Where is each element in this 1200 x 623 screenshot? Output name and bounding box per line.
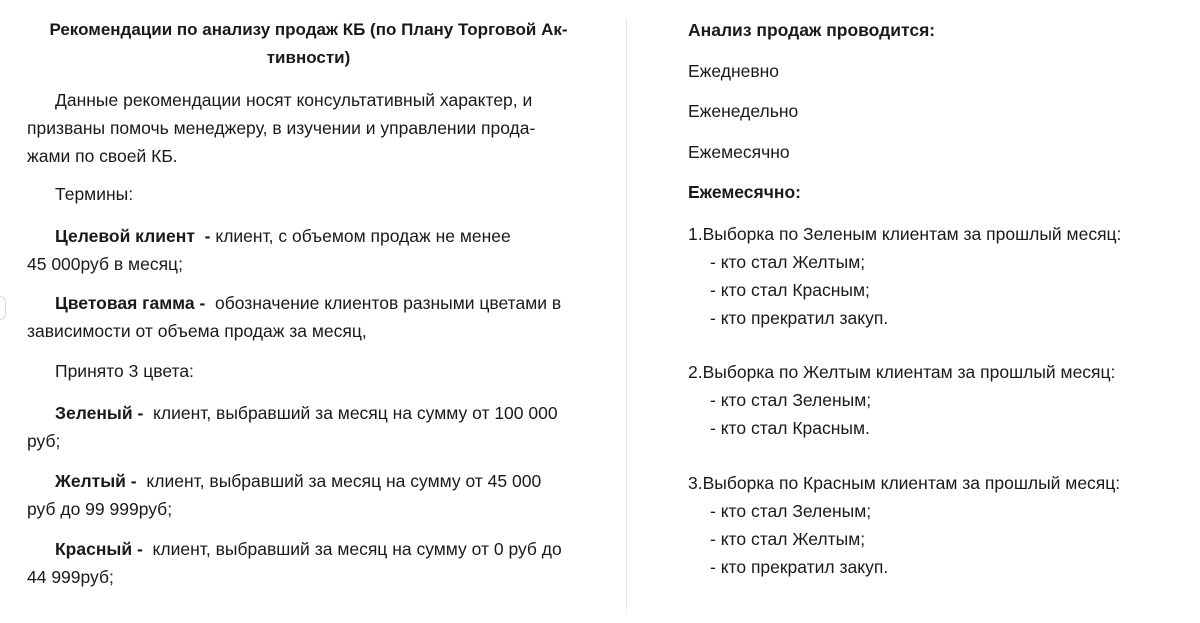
- list-item-3-sub-3: - кто прекратил закуп.: [710, 557, 889, 577]
- color-gamma-definition: обозначение клиентов разными цветами в: [215, 293, 562, 313]
- scroll-edge-handle: [0, 296, 6, 320]
- red-term: Красный -: [55, 539, 143, 559]
- list-item-3-sub-1: - кто стал Зеленым;: [710, 501, 872, 521]
- list-item-2-sub-1: - кто стал Зеленым;: [710, 390, 872, 410]
- list-item-3-sub-2: - кто стал Желтым;: [710, 529, 866, 549]
- target-client-dash: -: [204, 226, 211, 246]
- intro-line-2: призваны помочь менеджеру, в изучении и управлении прода-: [27, 118, 536, 138]
- frequency-monthly: Ежемесячно: [688, 142, 790, 162]
- green-definition: клиент, выбравший за месяц на сумму от 100 000: [153, 403, 558, 423]
- analysis-heading: Анализ продаж проводится:: [688, 20, 936, 40]
- intro-line-1: Данные рекомендации носят консультативный характер, и: [55, 90, 533, 110]
- frequency-daily: Ежедневно: [688, 61, 780, 81]
- frequency-weekly: Еженедельно: [688, 101, 799, 121]
- target-client-definition: клиент, с объемом продаж не менее: [215, 226, 511, 246]
- intro-line-3: жами по своей КБ.: [27, 146, 178, 166]
- green-term: Зеленый -: [55, 403, 144, 423]
- red-definition: клиент, выбравший за месяц на сумму от 0 руб до: [152, 539, 562, 559]
- yellow-definition: клиент, выбравший за месяц на сумму от 45 000: [146, 471, 542, 491]
- color-gamma-term: Цветовая гамма -: [55, 293, 206, 313]
- target-client-paragraph: [55, 226, 511, 247]
- list-item-3: 3.Выборка по Красным клиентам за прошлый месяц:: [688, 473, 1121, 493]
- red-definition-cont: 44 999руб;: [27, 567, 114, 587]
- list-item-2-sub-2: - кто стал Красным.: [710, 418, 870, 438]
- monthly-heading: Ежемесячно:: [688, 182, 801, 202]
- green-definition-cont: руб;: [27, 431, 61, 451]
- list-item-1-sub-1: - кто стал Желтым;: [710, 252, 866, 272]
- colors-label: Принято 3 цвета:: [55, 361, 194, 381]
- list-item-1-sub-2: - кто стал Красным;: [710, 280, 870, 300]
- list-item-1-sub-3: - кто прекратил закуп.: [710, 308, 889, 328]
- color-gamma-paragraph: [55, 293, 561, 314]
- green-paragraph: [55, 403, 558, 424]
- terms-label: Термины:: [55, 184, 134, 204]
- target-client-definition-cont: 45 000руб в месяц;: [27, 254, 183, 274]
- red-paragraph: [55, 539, 562, 560]
- yellow-term: Желтый -: [55, 471, 137, 491]
- list-item-2: 2.Выборка по Желтым клиентам за прошлый месяц:: [688, 362, 1116, 382]
- document-title-line-1: Рекомендации по анализу продаж КБ (по Плану Торговой Ак-: [49, 20, 568, 39]
- document-title-line-2: тивности): [266, 48, 351, 67]
- yellow-paragraph: [55, 471, 541, 492]
- yellow-definition-cont: руб до 99 999руб;: [27, 499, 173, 519]
- color-gamma-definition-cont: зависимости от объема продаж за месяц,: [27, 321, 367, 341]
- target-client-term: Целевой клиент: [55, 226, 195, 246]
- column-divider: [626, 18, 627, 610]
- list-item-1: 1.Выборка по Зеленым клиентам за прошлый месяц:: [688, 224, 1122, 244]
